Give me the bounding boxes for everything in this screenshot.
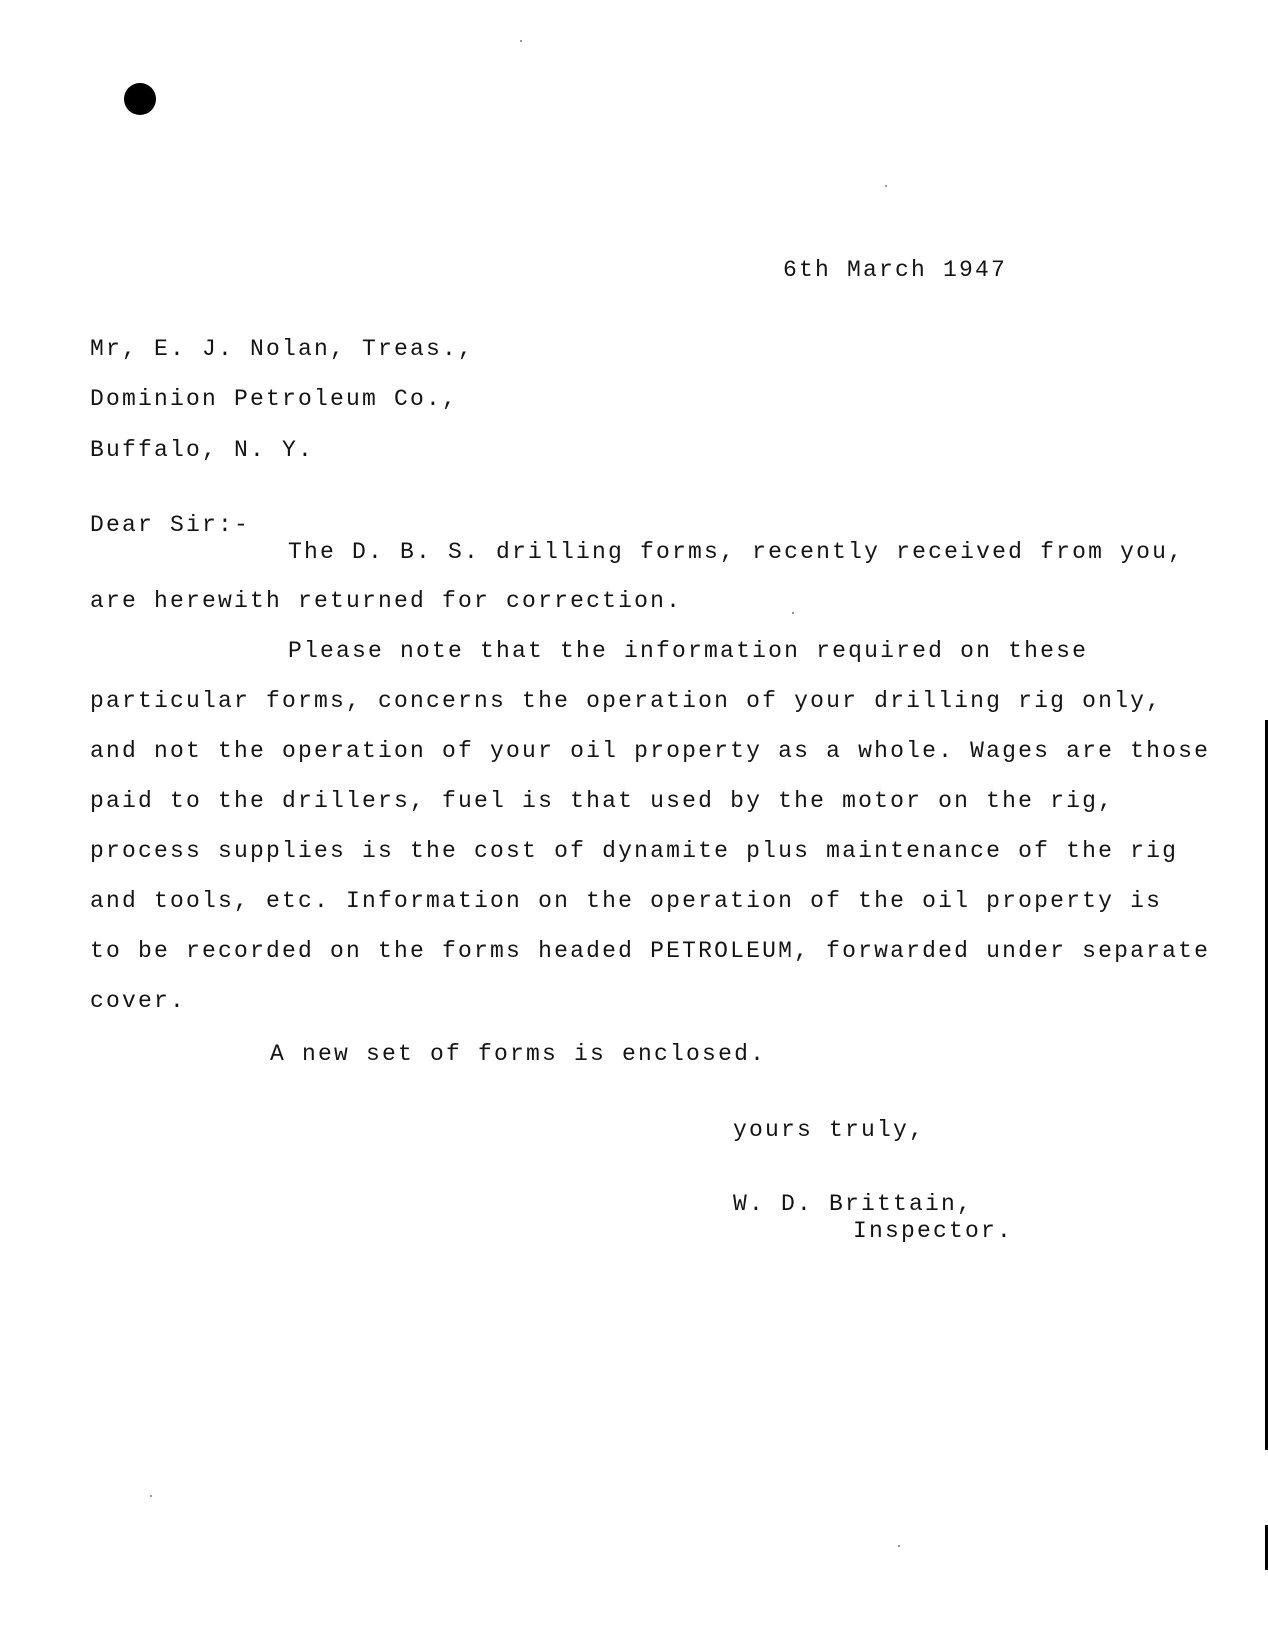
recipient-city: Buffalo, N. Y. [90,437,315,463]
letter-date: 6th March 1947 [783,257,1008,283]
body-line: paid to the drillers, fuel is that used by the motor on the rig, [90,788,1115,814]
punch-hole [124,83,156,115]
recipient-company: Dominion Petroleum Co., [90,386,459,412]
signature-name: W. D. Brittain, [733,1191,974,1217]
body-line: A new set of forms is enclosed. [270,1041,767,1067]
salutation: Dear Sir:- [90,512,251,538]
body-line: particular forms, concerns the operation of your drilling rig only, [90,688,1163,714]
body-line: and tools, etc. Information on the operation of the oil property is [90,888,1163,914]
complimentary-closing: yours truly, [733,1117,926,1143]
scan-speck [885,185,887,187]
body-line: are herewith returned for correction. [90,588,683,614]
body-line: and not the operation of your oil property as a whole. Wages are those [90,738,1211,764]
scan-speck [898,1545,900,1547]
body-line: The D. B. S. drilling forms, recently received from you, [288,539,1185,565]
body-line: Please note that the information required on these [288,638,1089,664]
body-line: cover. [90,988,187,1014]
body-line: to be recorded on the forms headed PETROLEUM, forwarded under separate [90,938,1211,964]
scan-speck [150,1495,152,1497]
signature-title: Inspector. [853,1218,1014,1244]
body-line: process supplies is the cost of dynamite plus maintenance of the rig [90,838,1179,864]
scan-speck [792,612,794,614]
scan-speck [520,40,522,42]
recipient-name: Mr, E. J. Nolan, Treas., [90,336,475,362]
